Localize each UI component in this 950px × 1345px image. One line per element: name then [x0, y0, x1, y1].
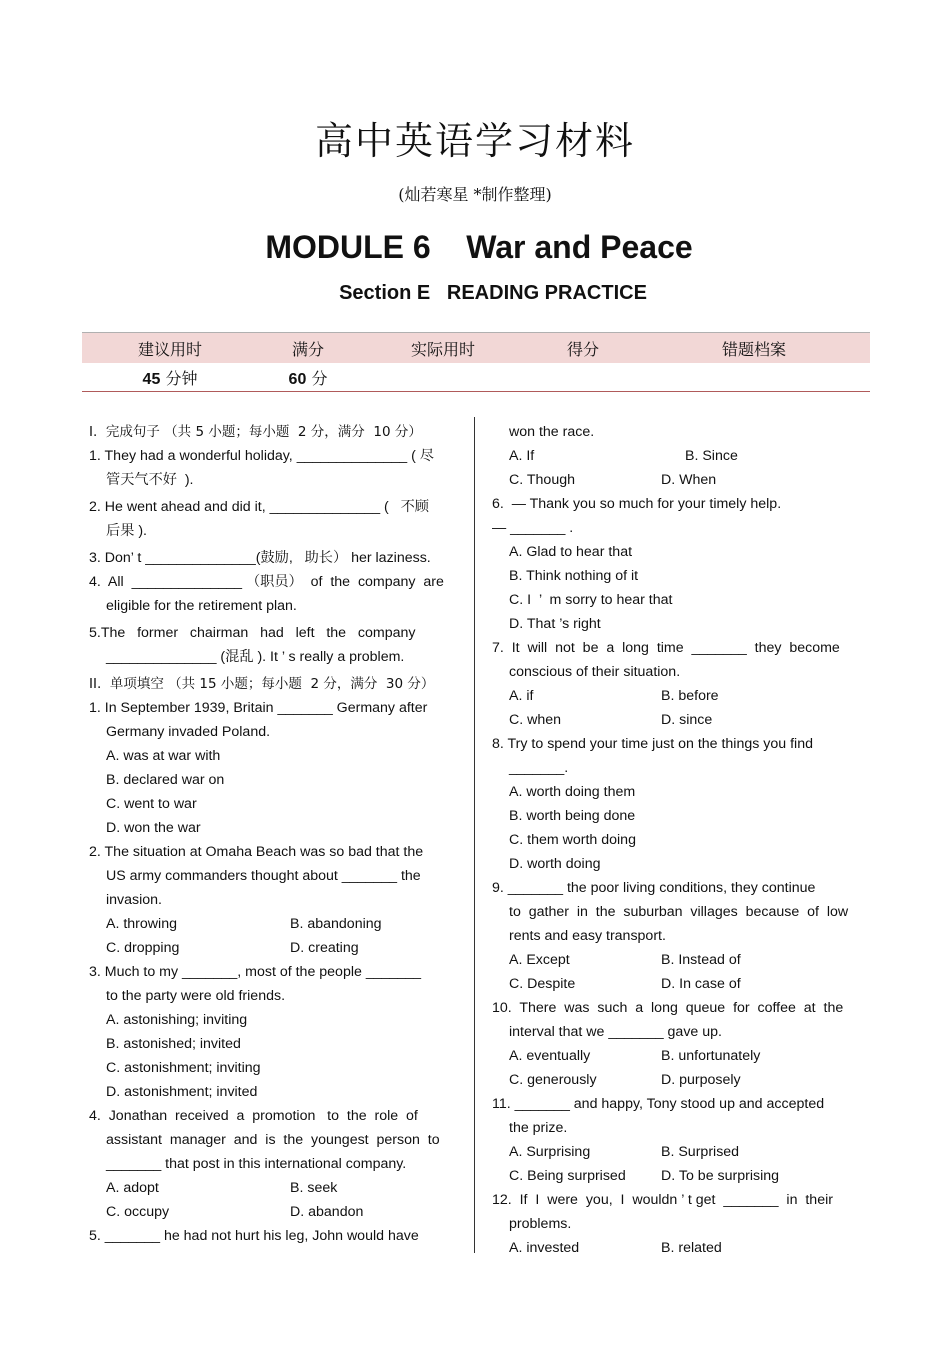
q2-option-c: C. dropping	[106, 940, 180, 956]
q6-option-d: D. That ’s right	[509, 616, 601, 632]
q7-line1: 7. It will not be a long time _______ they become	[492, 640, 840, 656]
q6-option-c: C. I ’ m sorry to hear that	[509, 592, 673, 608]
q1-line1: 1. In September 1939, Britain _______ Germany after	[89, 700, 428, 716]
part1-item-2-line2: 后果 ).	[106, 523, 147, 539]
q9-line3: rents and easy transport.	[509, 928, 666, 944]
q10-option-b: B. unfortunately	[661, 1048, 761, 1064]
part1-item-5-line2: ______________ (混乱 ). It ’ s really a problem.	[106, 649, 405, 665]
score-unit: 分	[311, 368, 328, 388]
q12-option-b: B. related	[661, 1240, 722, 1256]
q10-options-row1	[492, 1044, 859, 1068]
column-divider	[474, 417, 475, 1253]
full-score-value	[258, 363, 358, 392]
score-value	[528, 363, 638, 392]
q10-option-d: D. purposely	[661, 1072, 741, 1088]
score-table	[82, 332, 870, 392]
q11-options-row2	[492, 1164, 859, 1188]
q2-option-b: B. abandoning	[290, 916, 382, 932]
actual-time-value	[358, 363, 528, 392]
q2-line2: US army commanders thought about _______ the	[106, 868, 421, 884]
q4-option-a: A. adopt	[106, 1180, 159, 1196]
q9-options-row2	[492, 972, 859, 996]
q6-line1: 6. — Thank you so much for your timely help.	[492, 496, 782, 512]
q3-option-a: A. astonishing; inviting	[106, 1012, 248, 1028]
q5-line1: 5. _______ he had not hurt his leg, John would have	[89, 1228, 419, 1244]
q7-option-b: B. before	[661, 688, 719, 704]
part1-item-4-line2: eligible for the retirement plan.	[106, 598, 297, 614]
part1-item-5-line1: 5.The former chairman had left the company	[89, 625, 416, 641]
header-score: 得分	[528, 333, 638, 364]
time-number: 45	[142, 370, 161, 388]
q1-option-a: A. was at war with	[106, 748, 221, 764]
q12-line1: 12. If I were you, I wouldn ’ t get _______ in their	[492, 1192, 833, 1208]
q10-option-a: A. eventually	[509, 1048, 591, 1064]
q10-line1: 10. There was such a long queue for coffee at the	[492, 1000, 844, 1016]
q12-option-a: A. invested	[509, 1240, 580, 1256]
q3-line2: to the party were old friends.	[106, 988, 286, 1004]
q1-option-c: C. went to war	[106, 796, 197, 812]
header-error-archive: 错题档案	[638, 333, 870, 364]
left-column	[89, 420, 458, 1248]
q12-options-row1	[492, 1236, 859, 1260]
header-actual-time: 实际用时	[358, 333, 528, 364]
q1-option-b: B. declared war on	[106, 772, 225, 788]
q2-options-row2	[89, 936, 458, 960]
q5-option-c: C. Though	[509, 472, 575, 488]
q11-line1: 11. _______ and happy, Tony stood up and accepted	[492, 1096, 825, 1112]
q7-option-a: A. if	[509, 688, 534, 704]
q11-option-d: D. To be surprising	[661, 1168, 780, 1184]
q8-option-c: C. them worth doing	[509, 832, 636, 848]
error-archive-value	[638, 363, 870, 392]
module-title: MODULE 6 War and Peace	[265, 229, 693, 265]
header-suggested-time: 建议用时	[82, 333, 258, 364]
q5-line2: won the race.	[509, 424, 595, 440]
part1-item-3-line1: 3. Don’ t ______________(鼓励, 助长） her laziness.	[89, 550, 431, 566]
q10-option-c: C. generously	[509, 1072, 597, 1088]
part1-item-4-line1: 4. All ______________ （职员） of the company are	[89, 574, 444, 590]
q10-line2: interval that we _______ gave up.	[509, 1024, 722, 1040]
q5-options-row2	[492, 468, 859, 492]
q9-option-d: D. In case of	[661, 976, 741, 992]
q7-option-c: C. when	[509, 712, 562, 728]
time-unit: 分钟	[165, 368, 198, 388]
q2-options-row1	[89, 912, 458, 936]
q3-option-b: B. astonished; invited	[106, 1036, 241, 1052]
q7-option-d: D. since	[661, 712, 713, 728]
q7-options-row1	[492, 684, 859, 708]
header-full-score: 满分	[258, 333, 358, 364]
q5-option-b: B. Since	[685, 448, 738, 464]
q4-line3: _______ that post in this international company.	[106, 1156, 407, 1172]
q5-options-row1	[492, 444, 859, 468]
q9-option-b: B. Instead of	[661, 952, 741, 968]
section-title: Section E READING PRACTICE	[339, 282, 647, 304]
suggested-time-value	[82, 363, 258, 392]
q11-option-b: B. Surprised	[661, 1144, 740, 1160]
q11-option-c: C. Being surprised	[509, 1168, 626, 1184]
q4-line1: 4. Jonathan received a promotion to the role of	[89, 1108, 418, 1124]
part1-heading: I. 完成句子 （共 5 小题；每小题 2 分，满分 10 分）	[89, 424, 422, 440]
page-title: 高中英语学习材料	[314, 119, 635, 163]
q8-option-a: A. worth doing them	[509, 784, 636, 800]
q9-line2: to gather in the suburban villages because of low	[509, 904, 849, 920]
q1-option-d: D. won the war	[106, 820, 201, 836]
q3-option-d: D. astonishment; invited	[106, 1084, 258, 1100]
q3-option-c: C. astonishment; inviting	[106, 1060, 261, 1076]
q3-line1: 3. Much to my _______, most of the people _______	[89, 964, 422, 980]
subtitle: (灿若寒星 *制作整理)	[398, 185, 552, 204]
q12-line2: problems.	[509, 1216, 572, 1232]
q7-options-row2	[492, 708, 859, 732]
q2-option-d: D. creating	[290, 940, 359, 956]
q9-line1: 9. _______ the poor living conditions, they continue	[492, 880, 816, 896]
q4-line2: assistant manager and is the youngest person to	[106, 1132, 440, 1148]
q9-option-c: C. Despite	[509, 976, 576, 992]
q9-option-a: A. Except	[509, 952, 570, 968]
q9-options-row1	[492, 948, 859, 972]
right-column	[492, 420, 859, 1260]
q10-options-row2	[492, 1068, 859, 1092]
q4-option-d: D. abandon	[290, 1204, 364, 1220]
q8-option-b: B. worth being done	[509, 808, 636, 824]
q11-option-a: A. Surprising	[509, 1144, 591, 1160]
q4-option-c: C. occupy	[106, 1204, 170, 1220]
q11-line2: the prize.	[509, 1120, 568, 1136]
q8-line1: 8. Try to spend your time just on the things you find	[492, 736, 813, 752]
q4-options-row2	[89, 1200, 458, 1224]
q7-line2: conscious of their situation.	[509, 664, 681, 680]
q8-option-d: D. worth doing	[509, 856, 601, 872]
q6-option-b: B. Think nothing of it	[509, 568, 639, 584]
q4-option-b: B. seek	[290, 1180, 338, 1196]
part1-item-2-line1: 2. He went ahead and did it, ______________ ( 不顾	[89, 499, 429, 515]
q2-option-a: A. throwing	[106, 916, 177, 932]
score-number: 60	[288, 370, 307, 388]
q11-options-row1	[492, 1140, 859, 1164]
q4-options-row1	[89, 1176, 458, 1200]
part1-item-1-line1: 1. They had a wonderful holiday, ______________ ( 尽	[89, 448, 434, 464]
q5-option-a: A. If	[509, 448, 535, 464]
q1-line2: Germany invaded Poland.	[106, 724, 271, 740]
part2-heading: II. 单项填空 （共 15 小题；每小题 2 分，满分 30 分）	[89, 676, 435, 692]
q6-line2: — _______ .	[492, 520, 574, 536]
score-table-header-row	[82, 333, 870, 364]
q2-line3: invasion.	[106, 892, 162, 908]
part1-item-1-line2: 管天气不好 ).	[106, 472, 194, 488]
score-table-value-row	[82, 363, 870, 392]
q5-option-d: D. When	[661, 472, 717, 488]
q6-option-a: A. Glad to hear that	[509, 544, 633, 560]
q8-line2: _______.	[509, 760, 569, 776]
q2-line1: 2. The situation at Omaha Beach was so bad that the	[89, 844, 424, 860]
